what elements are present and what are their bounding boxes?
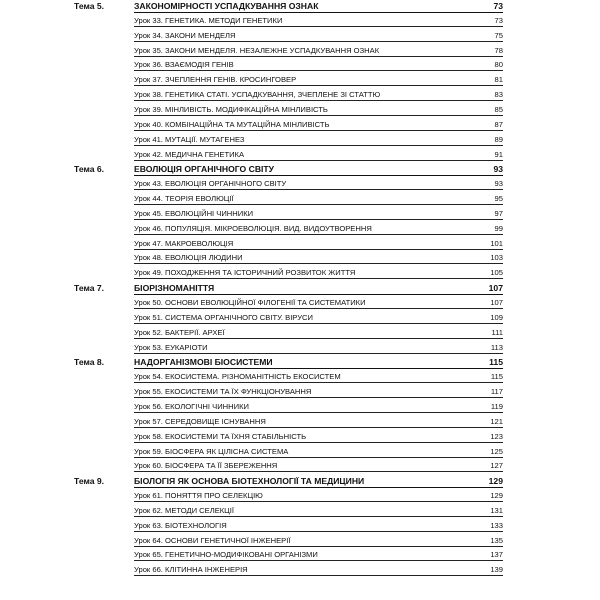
page-number: 105 [490,268,503,278]
topic-title: БІОРІЗНОМАНІТТЯ [134,283,215,294]
topic-number: Тема 8. [74,357,105,368]
lesson-title: Урок 37. ЗЧЕПЛЕННЯ ГЕНІВ. КРОСИНГОВЕР [134,75,297,85]
lesson-title: Урок 56. ЕКОЛОГІЧНІ ЧИННИКИ [134,401,249,411]
toc-lesson-row [0,45,600,59]
page-number: 131 [490,505,503,515]
toc-lesson-row [0,312,600,326]
topic-title: БІОЛОГІЯ ЯК ОСНОВА БІОТЕХНОЛОГІЇ ТА МЕДИЦИНИ [134,476,365,487]
page-number: 75 [494,30,503,40]
leader-line [134,427,503,428]
lesson-title: Урок 55. ЕКОСИСТЕМИ ТА ЇХ ФУНКЦІОНУВАННЯ [134,387,312,397]
page-number: 115 [490,372,503,382]
toc-lesson-row [0,193,600,207]
toc-lesson-row [0,208,600,222]
lesson-title: Урок 50. ОСНОВИ ЕВОЛЮЦІЙНОЇ ФІЛОГЕНІЇ ТА СИСТЕМАТИКИ [134,298,366,307]
page-number: 103 [490,253,503,263]
lesson-title: Урок 43. ЕВОЛЮЦІЯ ОРГАНІЧНОГО СВІТУ [134,179,287,189]
leader-line [134,85,503,86]
toc-lesson-row [0,505,600,519]
leader-line [134,412,503,413]
lesson-title: Урок 48. ЕВОЛЮЦІЯ ЛЮДИНИ [134,253,243,263]
leader-line [134,175,503,176]
leader-line [134,575,503,576]
topic-title: ЗАКОНОМІРНОСТІ УСПАДКУВАННЯ ОЗНАК [134,1,319,11]
toc-lesson-row [0,490,600,504]
topic-number: Тема 5. [74,1,105,11]
leader-line [134,204,503,205]
page-number: 125 [490,446,503,456]
toc-lesson-row [0,59,600,73]
page-number: 107 [488,283,503,294]
toc-lesson-row [0,416,600,430]
toc-lesson-row [0,386,600,400]
page-number: 78 [494,45,503,55]
toc-lesson-row [0,401,600,415]
lesson-title: Урок 38. ГЕНЕТИКА СТАТІ. УСПАДКУВАННЯ, ЗЧЕПЛЕНЕ ЗІ СТАТТЮ [134,90,381,100]
page-number: 73 [493,1,503,11]
lesson-title: Урок 44. ТЕОРІЯ ЕВОЛЮЦІЇ [134,194,234,204]
page-number: 87 [494,119,503,129]
lesson-title: Урок 53. ЕУКАРІОТИ [134,342,208,352]
leader-line [134,294,503,295]
toc-topic-row [0,356,600,370]
toc-lesson-row [0,327,600,341]
leader-line [134,263,503,264]
toc-lesson-row [0,564,600,578]
toc-lesson-row [0,178,600,192]
leader-line [134,323,503,324]
leader-line [134,516,503,517]
leader-line [134,115,503,116]
toc-lesson-row [0,342,600,356]
toc-lesson-row [0,74,600,88]
page-number: 89 [494,134,503,144]
page-number: 127 [490,461,503,471]
toc-topic-row [0,475,600,489]
leader-line [134,100,503,101]
leader-line [134,56,503,57]
page-number: 91 [494,149,503,159]
page-number: 107 [490,298,503,307]
leader-line [134,457,503,458]
leader-line [134,442,503,443]
leader-line [134,308,503,309]
page-number: 85 [494,104,503,114]
leader-line [134,501,503,502]
lesson-title: Урок 47. МАКРОЕВОЛЮЦІЯ [134,238,234,248]
topic-number: Тема 7. [74,283,105,294]
leader-line [134,338,503,339]
toc-topic-row [0,163,600,177]
toc-lesson-row [0,89,600,103]
toc-lesson-row [0,223,600,237]
lesson-title: Урок 65. ГЕНЕТИЧНО-МОДИФІКОВАНІ ОРГАНІЗМИ [134,550,318,560]
lesson-title: Урок 54. ЕКОСИСТЕМА. РІЗНОМАНІТНІСТЬ ЕКОСИСТЕМ [134,372,341,382]
leader-line [134,278,503,279]
lesson-title: Урок 36. ВЗАЄМОДІЯ ГЕНІВ [134,60,234,70]
lesson-title: Урок 40. КОМБІНАЦІЙНА ТА МУТАЦІЙНА МІНЛИВІСТЬ [134,119,330,129]
toc-lesson-row [0,267,600,281]
lesson-title: Урок 57. СЕРЕДОВИЩЕ ІСНУВАННЯ [134,416,266,426]
page-number: 99 [494,223,503,233]
page-number: 137 [490,550,503,560]
page-number: 93 [493,164,503,175]
page-number: 117 [490,387,503,397]
leader-line [134,160,503,161]
toc-lesson-row [0,238,600,252]
toc-lesson-row [0,15,600,29]
lesson-title: Урок 33. ГЕНЕТИКА. МЕТОДИ ГЕНЕТИКИ [134,15,283,25]
leader-line [134,130,503,131]
page-number: 109 [490,312,503,322]
toc-lesson-row [0,149,600,163]
leader-line [134,249,503,250]
leader-line [134,12,503,13]
toc-lesson-row [0,30,600,44]
lesson-title: Урок 34. ЗАКОНИ МЕНДЕЛЯ [134,30,236,40]
page-number: 97 [494,208,503,218]
leader-line [134,531,503,532]
toc-lesson-row [0,549,600,563]
lesson-title: Урок 66. КЛІТИННА ІНЖЕНЕРІЯ [134,565,248,575]
toc-topic-row [0,282,600,296]
lesson-title: Урок 61. ПОНЯТТЯ ПРО СЕЛЕКЦІЮ [134,491,263,501]
topic-title: НАДОРГАНІЗМОВІ БІОСИСТЕМИ [134,357,273,368]
leader-line [134,487,503,488]
topic-number: Тема 9. [74,476,105,487]
leader-line [134,382,503,383]
page-number: 135 [490,535,503,545]
lesson-title: Урок 52. БАКТЕРІЇ. АРХЕЇ [134,327,225,337]
leader-line [134,353,503,354]
toc-topic-row [0,0,600,14]
leader-line [134,219,503,220]
lesson-title: Урок 51. СИСТЕМА ОРГАНІЧНОГО СВІТУ. ВІРУСИ [134,312,313,322]
toc-lesson-row [0,134,600,148]
toc-lesson-row [0,297,600,311]
topic-number: Тема 6. [74,164,105,175]
leader-line [134,145,503,146]
leader-line [134,560,503,561]
page-number: 121 [490,416,503,426]
toc-lesson-row [0,460,600,474]
lesson-title: Урок 60. БІОСФЕРА ТА ЇЇ ЗБЕРЕЖЕННЯ [134,461,278,471]
leader-line [134,41,503,42]
page-number: 129 [488,476,503,487]
page-number: 123 [490,431,503,441]
leader-line [134,70,503,71]
leader-line [134,368,503,369]
leader-line [134,546,503,547]
lesson-title: Урок 46. ПОПУЛЯЦІЯ. МІКРОЕВОЛЮЦІЯ. ВИД. ВИДОУТВОРЕННЯ [134,223,372,233]
lesson-title: Урок 39. МІНЛИВІСТЬ. МОДИФІКАЦІЙНА МІНЛИВІСТЬ [134,104,328,114]
page-number: 139 [490,565,503,575]
lesson-title: Урок 45. ЕВОЛЮЦІЙНІ ЧИННИКИ [134,208,254,218]
page-number: 129 [490,491,503,501]
toc-lesson-row [0,252,600,266]
topic-title: ЕВОЛЮЦІЯ ОРГАНІЧНОГО СВІТУ [134,164,275,175]
lesson-title: Урок 42. МЕДИЧНА ГЕНЕТИКА [134,149,245,159]
page-number: 111 [491,327,503,337]
page-number: 83 [494,90,503,100]
lesson-title: Урок 64. ОСНОВИ ГЕНЕТИЧНОЇ ІНЖЕНЕРІЇ [134,535,291,545]
leader-line [134,397,503,398]
toc-lesson-row [0,119,600,133]
page-number: 95 [494,194,503,204]
page-number: 115 [489,357,503,368]
leader-line [134,26,503,27]
page-number: 119 [490,401,503,411]
lesson-title: Урок 63. БІОТЕХНОЛОГІЯ [134,520,227,530]
page-number: 80 [494,60,503,70]
leader-line [134,471,503,472]
lesson-title: Урок 49. ПОХОДЖЕННЯ ТА ІСТОРИЧНИЙ РОЗВИТОК ЖИТТЯ [134,268,356,278]
page-number: 113 [490,342,503,352]
toc-lesson-row [0,371,600,385]
toc-lesson-row [0,446,600,460]
toc-lesson-row [0,431,600,445]
lesson-title: Урок 62. МЕТОДИ СЕЛЕКЦІЇ [134,505,235,515]
page-number: 101 [490,238,503,248]
page-number: 81 [494,75,503,85]
leader-line [134,234,503,235]
toc-lesson-row [0,520,600,534]
lesson-title: Урок 41. МУТАЦІЇ. МУТАГЕНЕЗ [134,134,245,144]
page-number: 133 [490,520,503,530]
toc-lesson-row [0,535,600,549]
lesson-title: Урок 59. БІОСФЕРА ЯК ЦІЛІСНА СИСТЕМА [134,446,289,456]
page-number: 73 [494,15,503,25]
lesson-title: Урок 58. ЕКОСИСТЕМИ ТА ЇХНЯ СТАБІЛЬНІСТЬ [134,431,307,441]
lesson-title: Урок 35. ЗАКОНИ МЕНДЕЛЯ. НЕЗАЛЕЖНЕ УСПАДКУВАННЯ ОЗНАК [134,45,380,55]
page-number: 93 [494,179,503,189]
leader-line [134,189,503,190]
toc-lesson-row [0,104,600,118]
